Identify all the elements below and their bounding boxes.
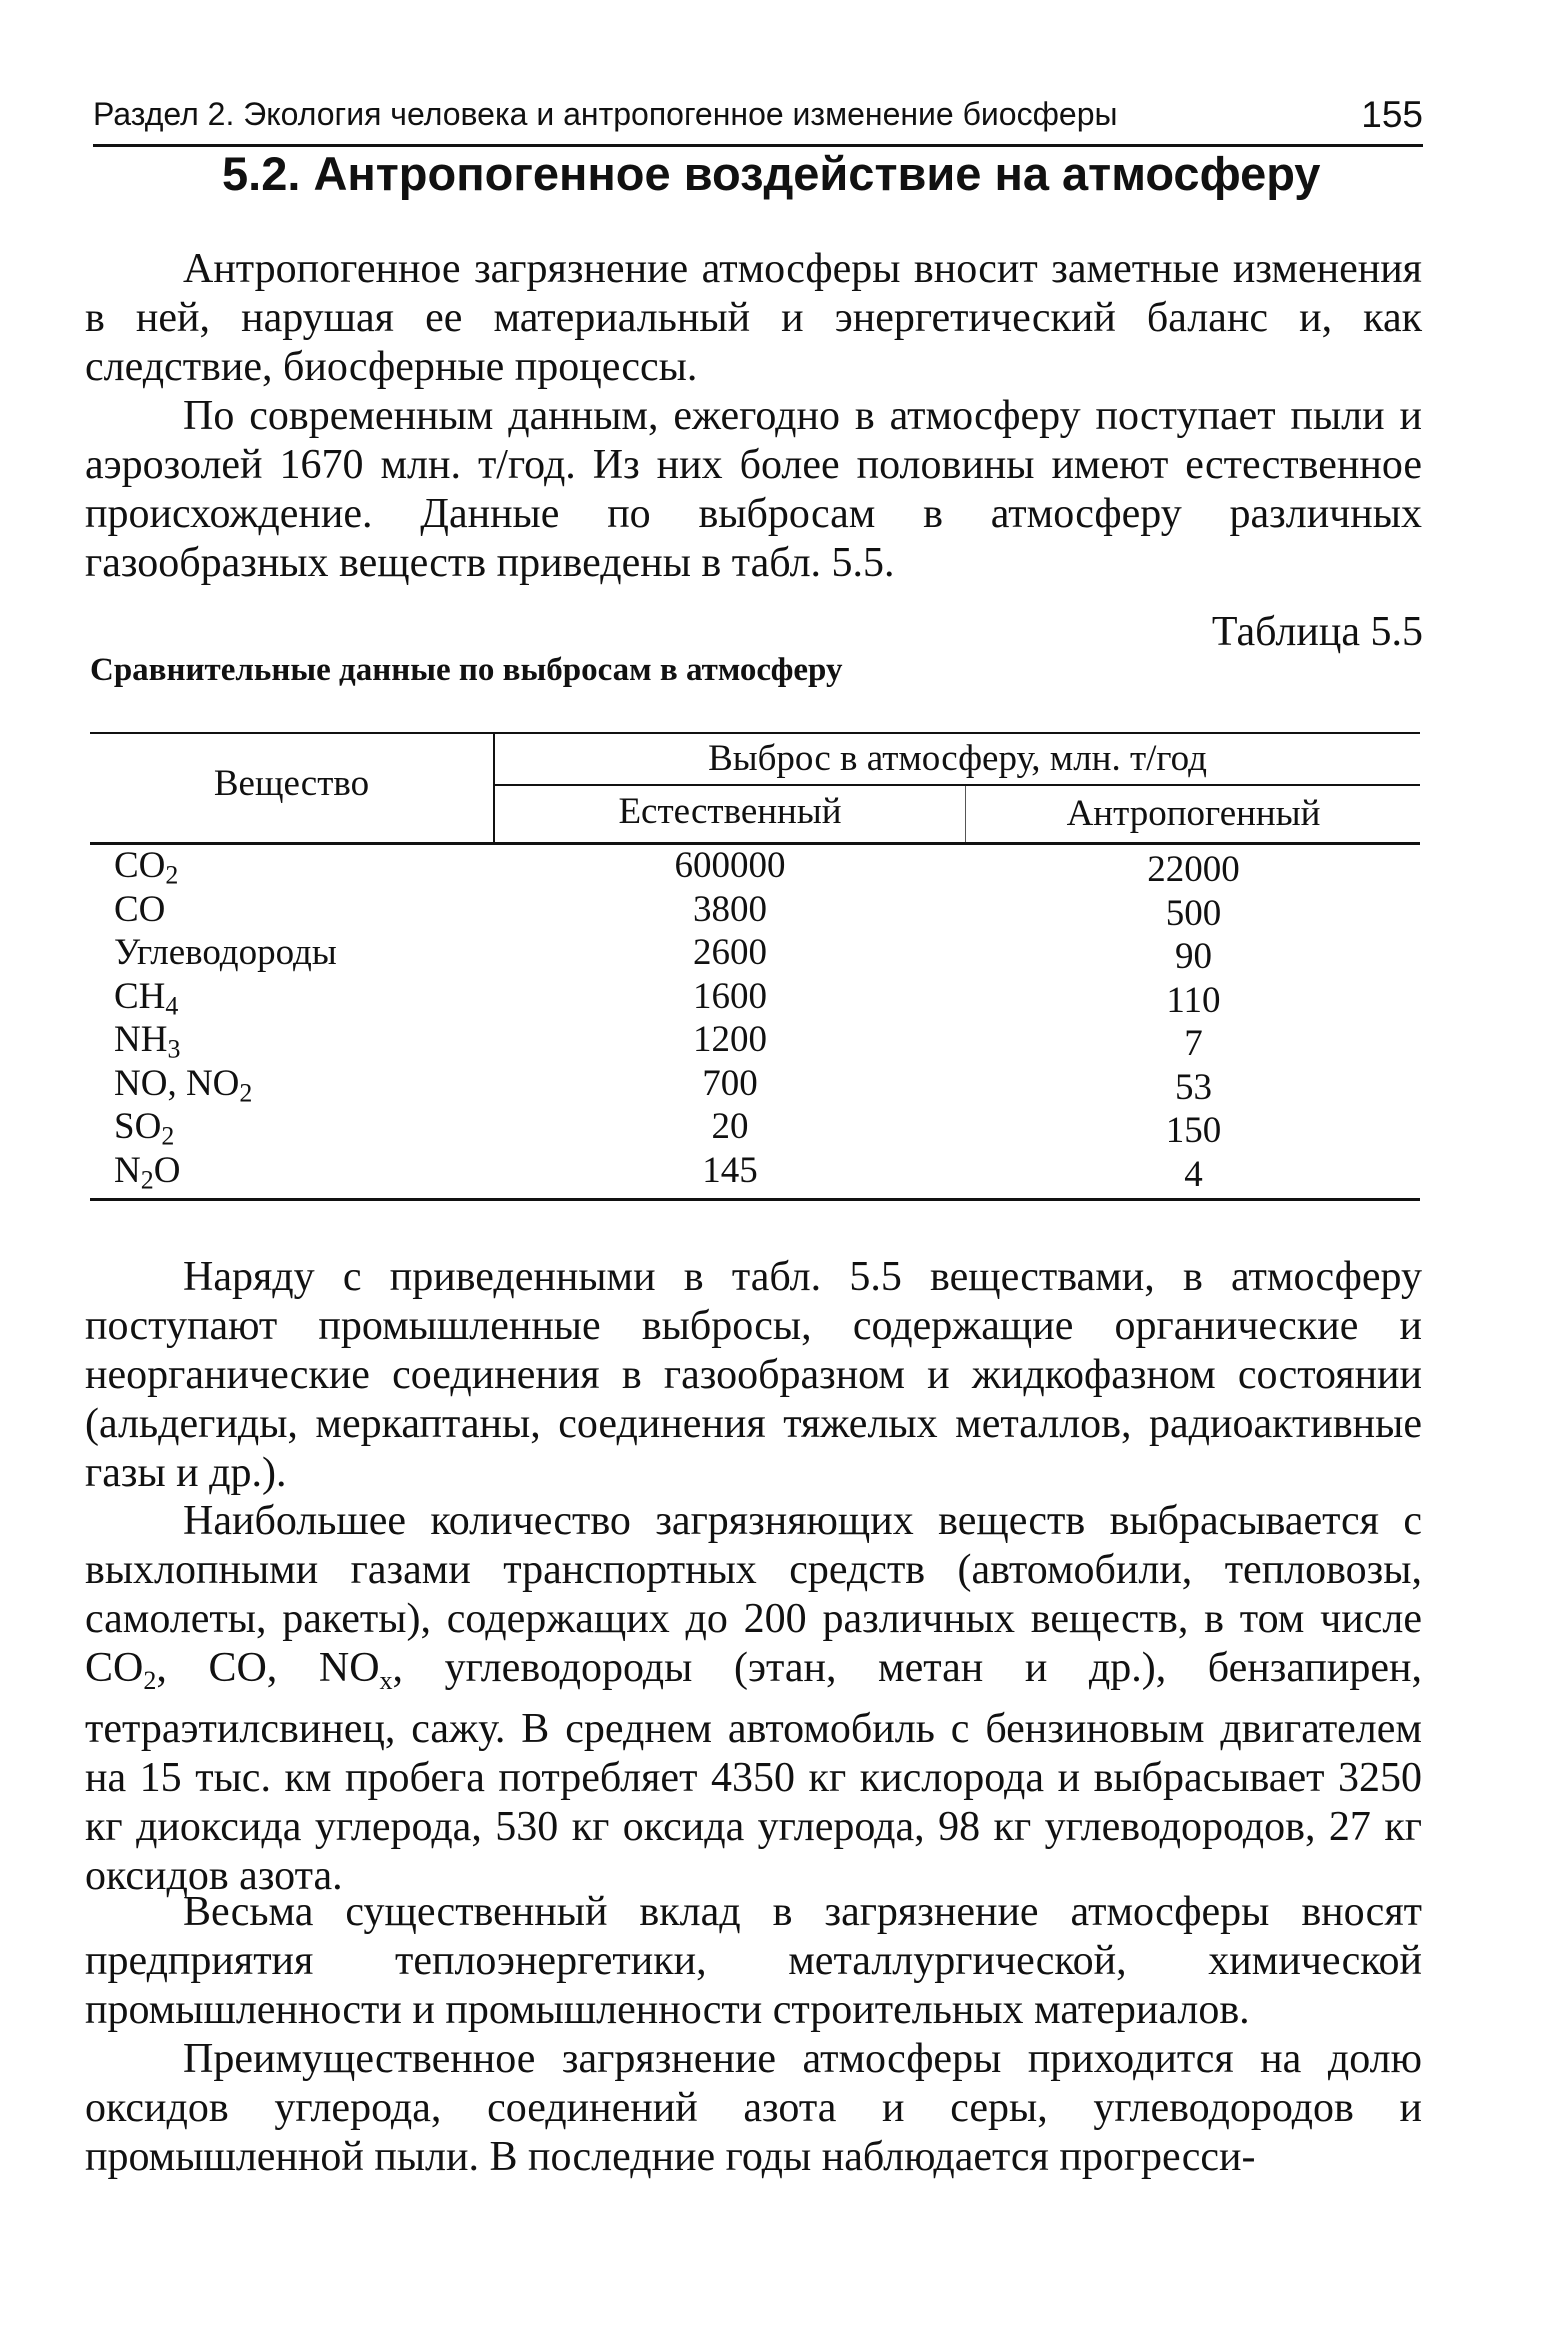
paragraph-4-part-1: Наибольшее количество загрязняющих веществ выбрасывается с выхлопными газами транспортных средств (автомобили, тепловозы, самолеты, ракеты), содержащих до 200 различных веществ, в том числе СО (85, 1498, 1422, 1691)
header-substance: Вещество (213, 763, 370, 804)
paragraph-6: Преимущественное загрязнение атмосферы приходится на долю оксидов углерода, соединений азота и серы, углеводородов и промышленной пыли. В последние годы наблюдается прогресси- (85, 2036, 1422, 2180)
table-row (90, 1062, 1420, 1106)
table-row (90, 1149, 1420, 1193)
header-natural: Естественный (618, 791, 842, 832)
substance-cell: Углеводороды (114, 932, 337, 973)
paragraph-3: Наряду с приведенными в табл. 5.5 веществами, в атмосферу поступают промышленные выбросы, содержащие органические и неорганические соединения в газообразном и жидкофазном состоянии (альдегиды, меркаптаны, соединения тяжелых металлов, радиоактивные газы и др.). (85, 1254, 1422, 1496)
anthropogenic-cell: 7 (1184, 1023, 1203, 1064)
paragraph-4-part-3: , углеводороды (этан, метан и др.), бензапирен, тетраэтилсвинец, сажу. В среднем автомобиль с бензиновым двигателем на 15 тыс. км пробега потребляет 4350 кг кислорода и выбрасывает 3250 кг диоксида углерода, 530 кг оксида углерода, 98 кг углеводородов, 27 кг оксидов азота. (85, 1645, 1422, 1899)
header-emission-group: Выброс в атмосферу, млн. т/год (708, 738, 1207, 779)
substance-cell: NO, $NO_2$ (114, 1062, 253, 1107)
table-number: Таблица 5.5 (1211, 609, 1423, 655)
section-title: 5.2. Антропогенное воздействие на атмосферу (222, 147, 1321, 200)
substance-cell: $СО_2$ (114, 845, 179, 890)
paragraph-1: Антропогенное загрязнение атмосферы вносит заметные изменения в ней, нарушая ее материальный и энергетический баланс и, как следствие, биосферные процессы. (85, 246, 1422, 390)
substance-cell: СО (114, 888, 166, 930)
page-number: 155 (1361, 94, 1423, 135)
table-body (90, 844, 1420, 1195)
table-subheader-rule (493, 784, 1420, 786)
natural-cell: 1200 (693, 1019, 767, 1060)
nox-subscript: x (379, 1665, 393, 1695)
co2-subscript: 2 (143, 1665, 157, 1695)
table-row (90, 975, 1420, 1019)
natural-cell: 20 (711, 1106, 749, 1147)
paragraph-2: По современным данным, ежегодно в атмосферу поступает пыли и аэрозолей 1670 млн. т/год. Из них более половины имеют естественное происхождение. Данные по выбросам в атмосферу различных газообразных веществ приведены в табл. 5.5. (85, 393, 1422, 586)
paragraph-5: Весьма существенный вклад в загрязнение атмосферы вносят предприятия теплоэнергетики, металлургической, химической промышленности и промышленности строительных материалов. (85, 1889, 1422, 2033)
paragraph-4 (85, 1497, 1422, 1901)
table-top-rule (90, 732, 1420, 734)
table-row (90, 888, 1420, 932)
natural-cell: 700 (702, 1062, 758, 1104)
anthropogenic-cell: 22000 (1147, 849, 1240, 890)
anthropogenic-cell: 500 (1165, 892, 1222, 934)
anthropogenic-cell: 4 (1184, 1153, 1203, 1195)
table-bottom-rule (90, 1198, 1420, 1201)
table-subheader-divider (965, 786, 966, 842)
table-row (90, 1105, 1420, 1149)
substance-cell: $SO_2$ (114, 1106, 175, 1151)
paragraph-4-part-2: , СО, NO (156, 1645, 380, 1691)
substance-cell: $NH_3$ (114, 1019, 181, 1064)
natural-cell: 1600 (693, 975, 767, 1017)
anthropogenic-cell: 110 (1166, 979, 1221, 1021)
substance-cell: $N_2O$ (114, 1149, 181, 1194)
table-row (90, 1018, 1420, 1062)
natural-cell: 145 (702, 1149, 758, 1191)
anthropogenic-cell: 53 (1175, 1066, 1212, 1108)
running-head-title: Раздел 2. Экология человека и антропогенное изменение биосферы (93, 96, 1118, 132)
anthropogenic-cell: 90 (1175, 936, 1212, 977)
table-caption: Сравнительные данные по выбросам в атмосферу (90, 652, 843, 688)
natural-cell: 600000 (674, 845, 786, 886)
natural-cell: 2600 (693, 932, 767, 973)
header-anthropogenic: Антропогенный (1066, 793, 1321, 834)
natural-cell: 3800 (693, 888, 767, 930)
table-row (90, 844, 1420, 888)
substance-cell: $СН_4$ (114, 975, 179, 1020)
table-row (90, 931, 1420, 975)
anthropogenic-cell: 150 (1165, 1110, 1222, 1151)
running-head (93, 96, 1423, 147)
